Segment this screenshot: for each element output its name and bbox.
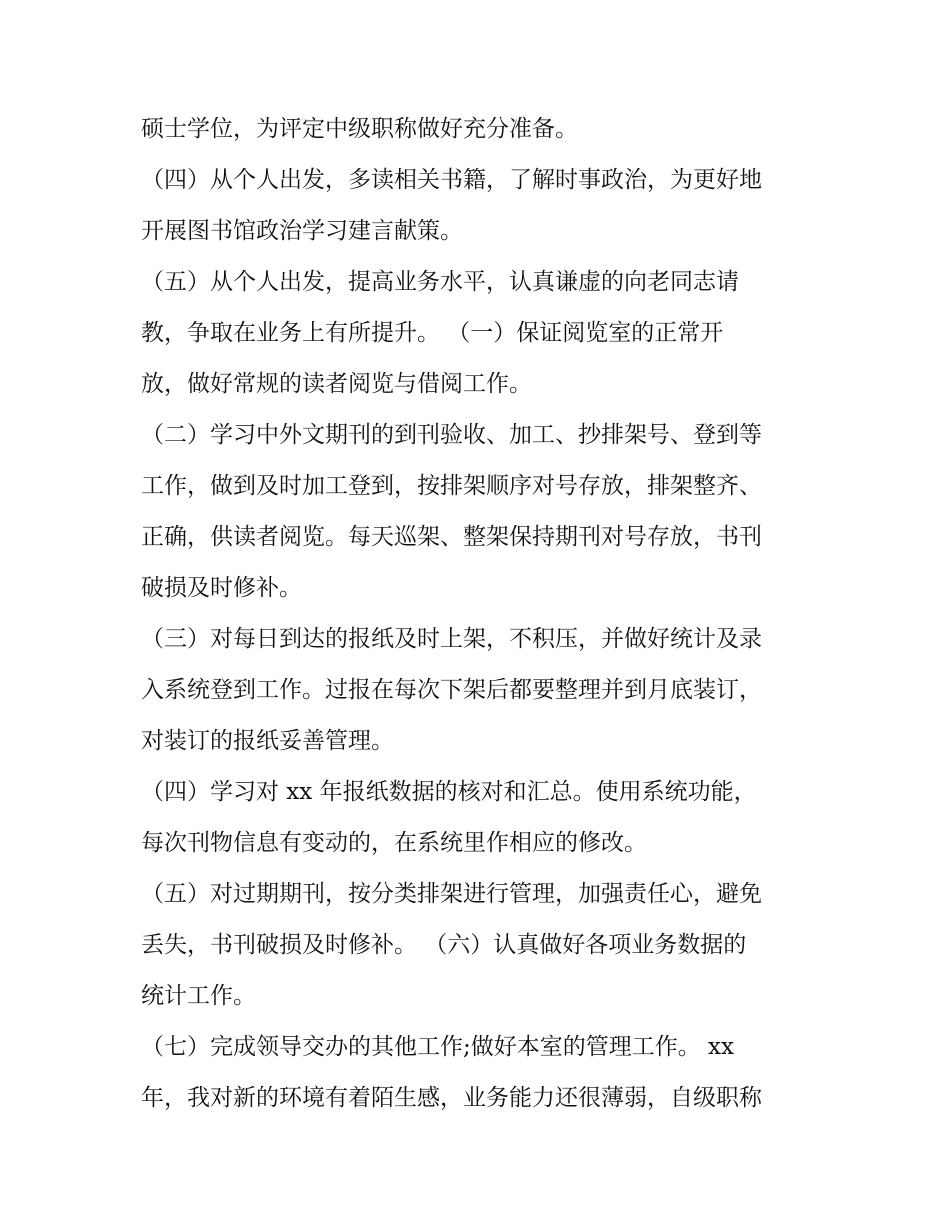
text-line: （七）完成领导交办的其他工作;做好本室的管理工作。 xx xyxy=(141,1034,735,1060)
text-line: 每次刊物信息有变动的，在系统里作相应的修改。 xyxy=(141,830,647,856)
text-line: 丢失，书刊破损及时修补。 （六）认真做好各项业务数据的 xyxy=(141,932,747,958)
text-line: 开展图书馆政治学习建言献策。 xyxy=(141,218,463,244)
document-body xyxy=(141,104,841,1124)
text-line: 统计工作。 xyxy=(141,983,256,1009)
text-line: 对装订的报纸妥善管理。 xyxy=(141,728,394,754)
text-line: 放，做好常规的读者阅览与借阅工作。 xyxy=(141,371,532,397)
text-line: （五）对过期期刊，按分类排架进行管理，加强责任心，避免 xyxy=(141,881,762,907)
text-line: 年，我对新的环境有着陌生感，业务能力还很薄弱，自级职称 xyxy=(141,1085,762,1111)
text-line: 入系统登到工作。过报在每次下架后都要整理并到月底装订， xyxy=(141,677,762,703)
text-line: 工作，做到及时加工登到，按排架顺序对号存放，排架整齐、 xyxy=(141,473,762,499)
text-line: （四）学习对 xx 年报纸数据的核对和汇总。使用系统功能， xyxy=(141,779,757,805)
text-line: （二）学习中外文期刊的到刊验收、加工、抄排架号、登到等 xyxy=(141,422,762,448)
text-line: 破损及时修补。 xyxy=(141,575,302,601)
text-line: 正确，供读者阅览。每天巡架、整架保持期刊对号存放，书刊 xyxy=(141,524,762,550)
text-line: （四）从个人出发，多读相关书籍，了解时事政治，为更好地 xyxy=(141,167,762,193)
text-line: 硕士学位，为评定中级职称做好充分准备。 xyxy=(141,116,578,142)
text-line: 教，争取在业务上有所提升。 （一）保证阅览室的正常开 xyxy=(141,320,724,346)
text-line: （五）从个人出发，提高业务水平，认真谦虚的向老同志请 xyxy=(141,269,739,295)
text-line: （三）对每日到达的报纸及时上架，不积压，并做好统计及录 xyxy=(141,626,762,652)
